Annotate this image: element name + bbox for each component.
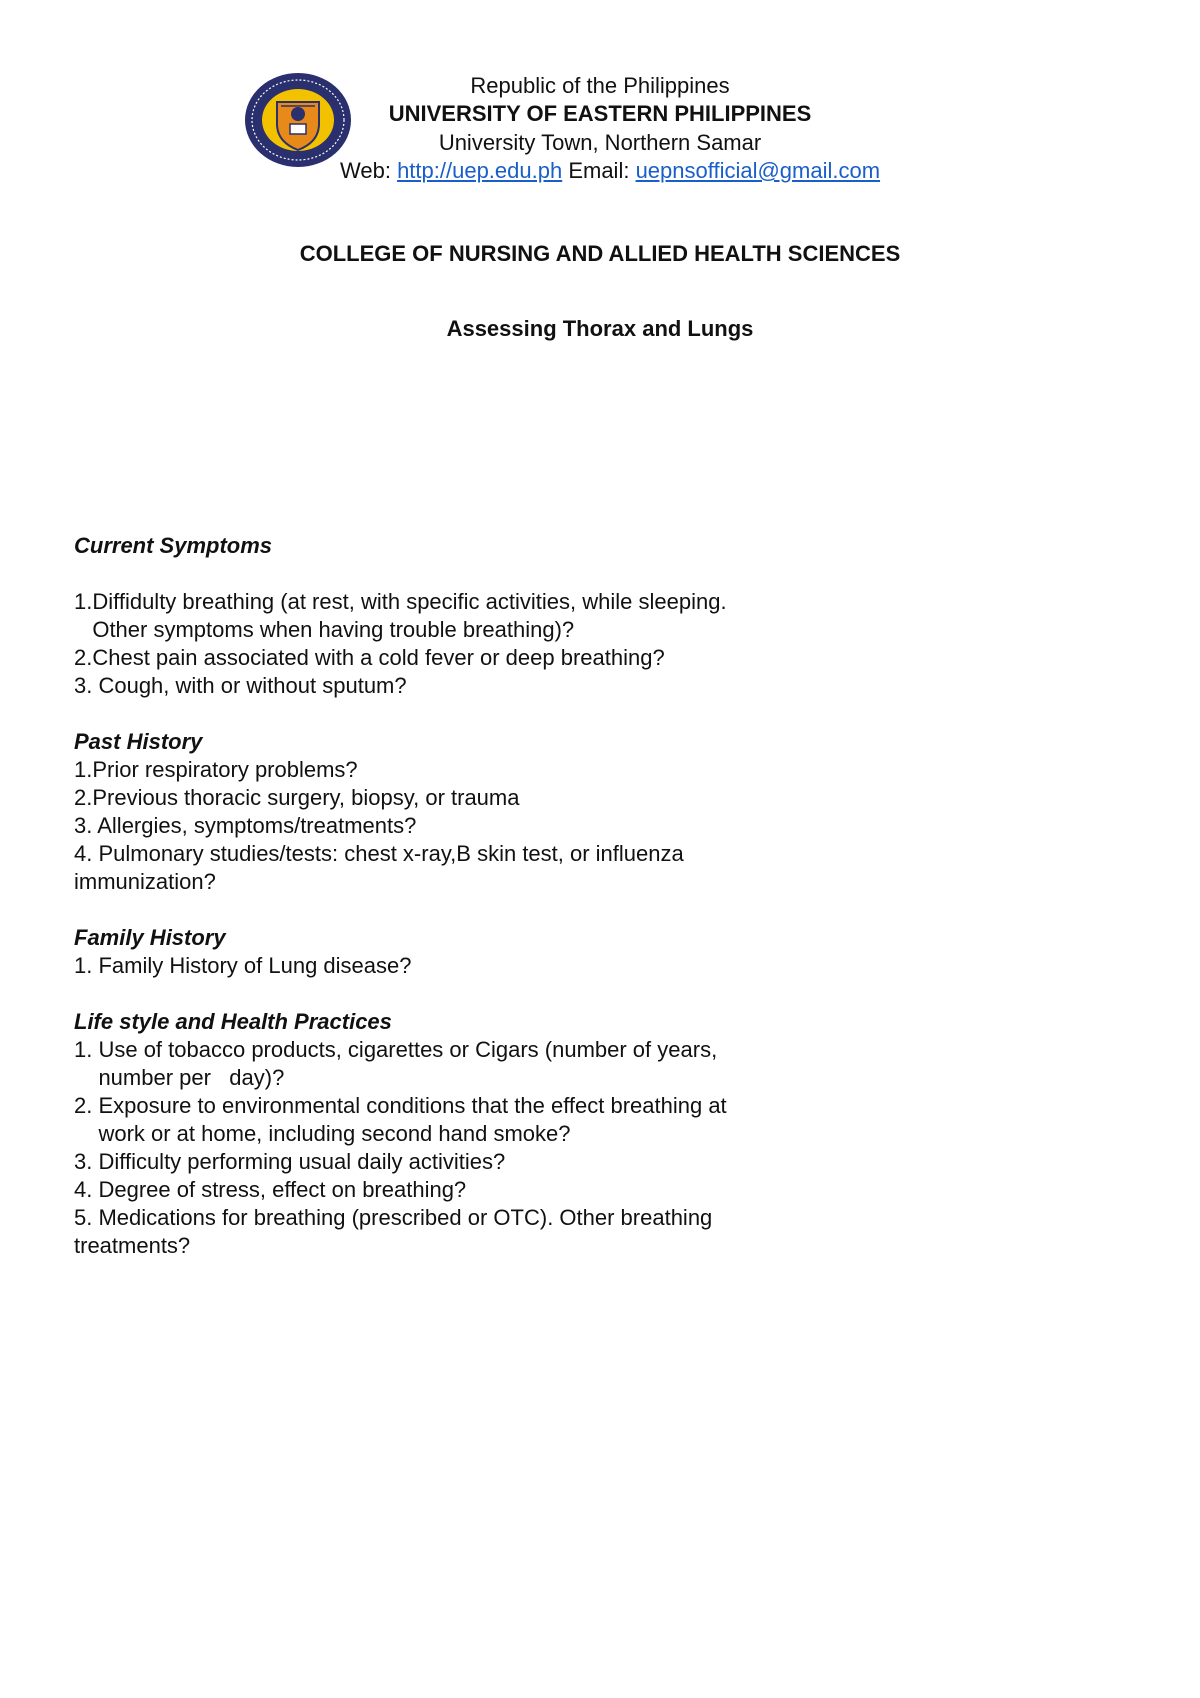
- list-item: immunization?: [74, 869, 216, 894]
- lifestyle-section: [74, 1008, 834, 1260]
- list-item: 4. Degree of stress, effect on breathing?: [74, 1177, 467, 1202]
- list-item: 1. Family History of Lung disease?: [74, 953, 412, 978]
- list-item: Other symptoms when having trouble breathing)?: [74, 617, 575, 642]
- list-item: work or at home, including second hand smoke?: [74, 1121, 571, 1146]
- document-title: Assessing Thorax and Lungs: [446, 316, 754, 341]
- email-label: Email:: [562, 158, 636, 183]
- list-item: 3. Difficulty performing usual daily activities?: [74, 1149, 506, 1174]
- current-symptoms-section: [74, 532, 834, 700]
- college-name: COLLEGE OF NURSING AND ALLIED HEALTH SCIENCES: [299, 241, 901, 266]
- list-item: number per day)?: [74, 1065, 285, 1090]
- list-item: 2.Previous thoracic surgery, biopsy, or trauma: [74, 785, 520, 810]
- list-item: 1.Diffidulty breathing (at rest, with specific activities, while sleeping.: [74, 589, 727, 614]
- list-item: 1.Prior respiratory problems?: [74, 757, 358, 782]
- list-item: 3. Allergies, symptoms/treatments?: [74, 813, 417, 838]
- university-name: UNIVERSITY OF EASTERN PHILIPPINES: [388, 101, 812, 126]
- list-item: 4. Pulmonary studies/tests: chest x-ray,B skin test, or influenza: [74, 841, 684, 866]
- list-item: treatments?: [74, 1233, 191, 1258]
- section-heading: Life style and Health Practices: [74, 1009, 392, 1034]
- website-link[interactable]: http://uep.edu.ph: [397, 158, 563, 183]
- web-label: Web:: [340, 158, 398, 183]
- section-heading: Current Symptoms: [74, 533, 273, 558]
- list-item: 5. Medications for breathing (prescribed or OTC). Other breathing: [74, 1205, 713, 1230]
- list-item: 3. Cough, with or without sputum?: [74, 673, 407, 698]
- section-heading: Past History: [74, 729, 203, 754]
- republic-line: Republic of the Philippines: [470, 73, 730, 98]
- university-location: University Town, Northern Samar: [438, 130, 762, 155]
- list-item: 1. Use of tobacco products, cigarettes or Cigars (number of years,: [74, 1037, 718, 1062]
- email-link[interactable]: uepnsofficial@gmail.com: [635, 158, 881, 183]
- past-history-section: [74, 728, 834, 896]
- family-history-section: [74, 924, 834, 980]
- list-item: 2. Exposure to environmental conditions that the effect breathing at: [74, 1093, 727, 1118]
- list-item: 2.Chest pain associated with a cold fever or deep breathing?: [74, 645, 665, 670]
- section-heading: Family History: [74, 925, 226, 950]
- contact-line: [340, 157, 880, 185]
